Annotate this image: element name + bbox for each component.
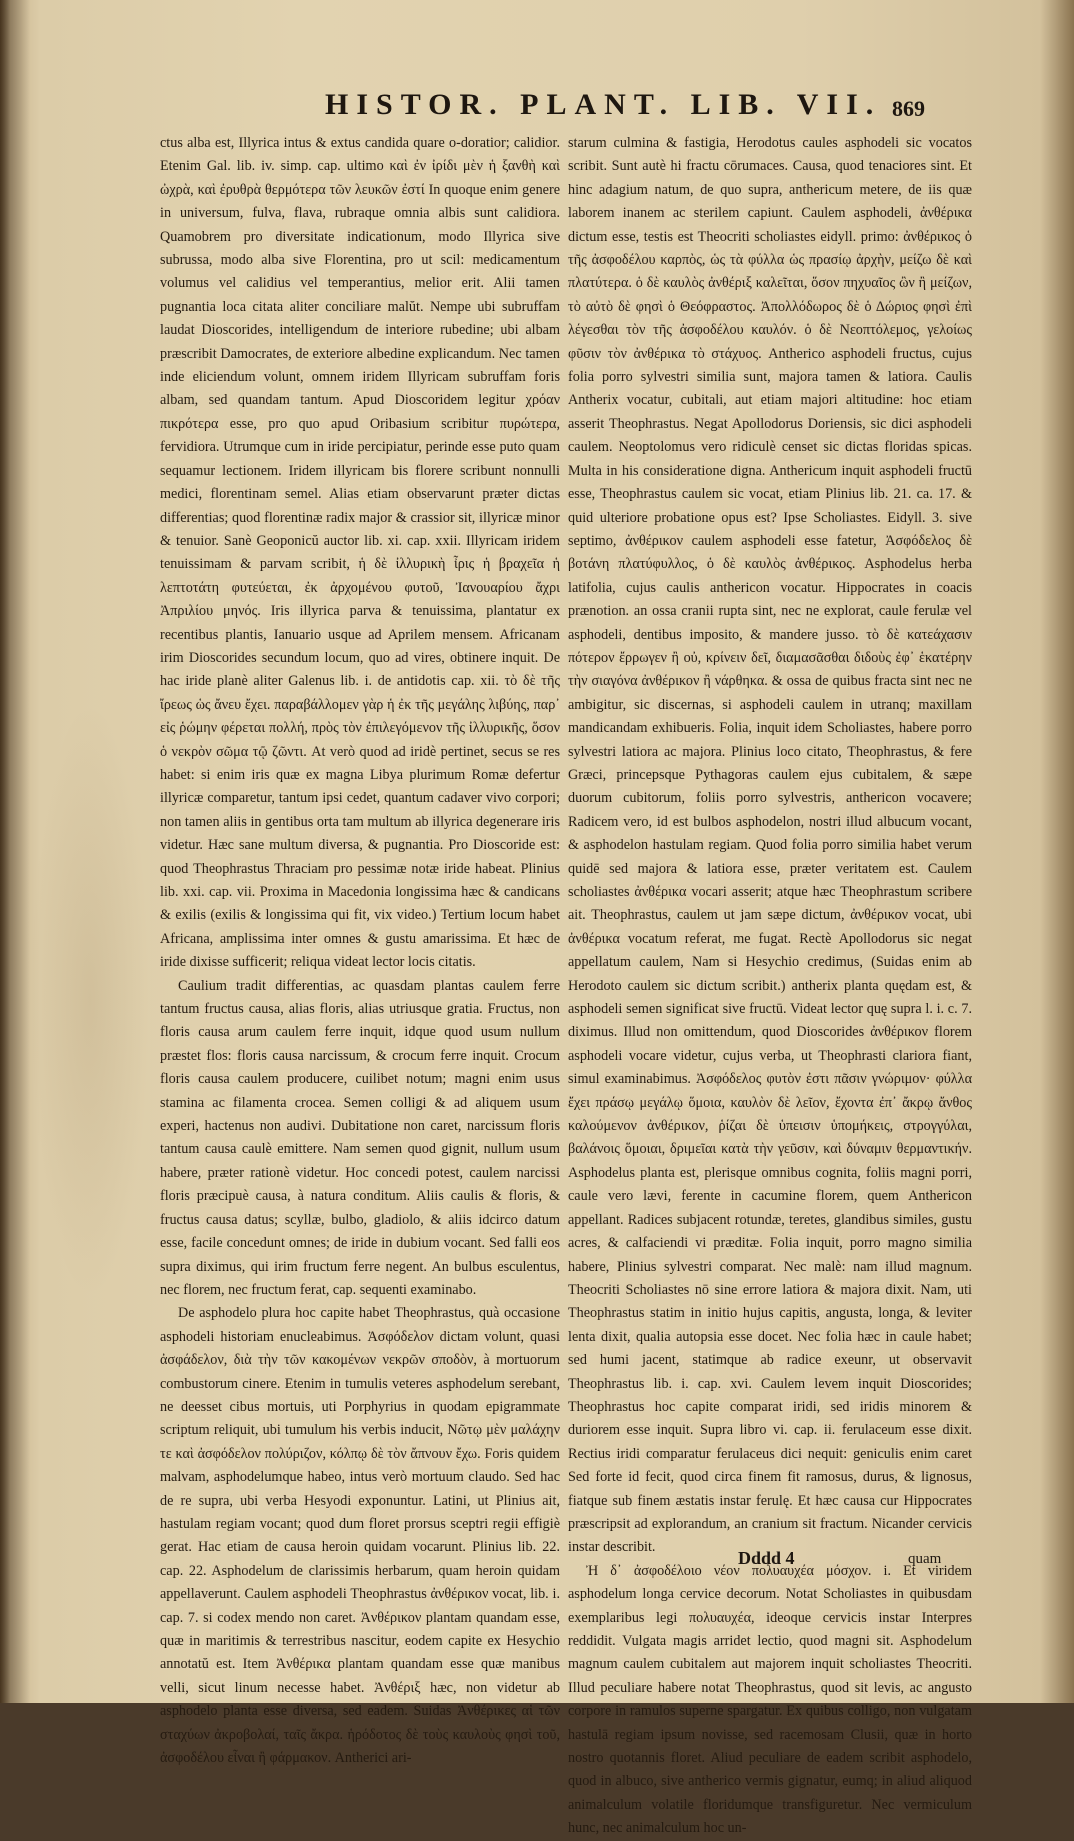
page-number: 869 [892, 96, 925, 121]
paragraph: Caulium tradit differentias, ac quasdam plantas caulem ferre tantum fructus causa, alias floris, alias utriusque gratia. Fructus, non floris causa arum caulem ferre inquit, idque quod usum nullum præstet flos: floris causa narcissum, & crocum ferre inquit. Crocum floris causa caulem producere, cuilibet notum; magni enim usus stamina ac filamenta crocea. Semen colligi & ad aliquem usum experi, hactenus non audivi. Dubitatione non caret, narcissum floris tantum causa caulè emittere. Nam semen quod gignit, nullum usum habere, præter rationè videtur. Hoc concedi potest, caulem narcissi floris præcipuè causa, à natura conditum. Aliis caulis & floris, & fructus causa datus; scyllæ, bulbo, gladiolo, & aliis idcirco datum esse, facile concedunt omnes; de iride in dubium vocant. Sed falli eos supra diximus, qui irim fructum ferre negent. An bulbus esculentus, nec florem, nec fructum ferat, cap. sequenti examinabo. [160, 977, 560, 1298]
left-column [160, 132, 560, 1767]
gutter-shadow [0, 0, 30, 1703]
signature-mark: Dddd 4 [738, 1548, 795, 1568]
paper-stain [30, 700, 150, 1300]
paragraph: De asphodelo plura hoc capite habet Theophrastus, quà occasione asphodeli historiam enucleabimus. Ἀσφόδελον dictam volunt, quasi ἀσφάδελον, διὰ τὴν τῶν κακομένων νεκρῶν σποδὸν, à mortuorum combustorum cinere. Etenim in tumulis veteres asphodelum serebant, ne deesset cibus mortuis, uti Porphyrius in quodam epigrammate scriptum reliquit, ubi tumulum his verbis inducit, Νῶτῳ μὲν μαλάχην τε καὶ ἀσφόδελον πολύριζον, κόλπῳ δὲ τὸν ἄπνουν ἔχω. Foris quidem malvam, asphodelumque habeo, intus verò mortuum claudo. Sed hac de re supra, ubi verba Hesyodi exponuntur. Latini, ut Plinius ait, hastulam regiam vocant; quod dum floret prorsus sceptri regii effigiè gerat. Hac etiam de causa heroin quidam vocarunt. Plinius lib. 22. cap. 22. Asphodelum de clarissimis herbarum, quam heroin quidam appellaverunt. Caulem asphodeli Theophrastus ἀνθέρικον vocat, lib. i. cap. 7. si codex mendo non caret. Ἀνθέρικον plantam quandam esse, quæ in maritimis & terrestribus nascitur, eodem capite ex Hesychio annotatŭ est. Item Ἀνθέρικα plantam quandam esse quæ manibus velli, sicut linum necesse habet. Ἀνθέριξ hæc, non videtur ab asphodelo planta esse diversa, sed eadem. Suidas Ἀνθέρικες αἱ τῶν σταχύων ἀκροβολαί, ταῖς ἄκρα. ἡρόδοτος δὲ τοὺς καυλοὺς φησὶ τοῦ, ἀσφοδέλου εἶναι ἢ φάρμακον. Antherici ari- [160, 1305, 560, 1767]
paragraph: Ἠ δ᾽ ἀσφοδέλοιο νέον πολυαυχέα μόσχον. i. Et viridem asphodelum longa cervice decorum. Notat Scholiastes in quibusdam exemplaribus legi πολυαυχέα, ideoque cervicis instar Interpres reddidit. Vulgata magis arridet lectio, quod magni sit. Asphodelum magnum caulem cubitalem aut majorem inquit scholiastes Theocriti. Illud peculiare habere notat Theophrastus, quod sit levis, ac angusto corpore in ramulos superne spargatur. Ex quibus colligo, non vulgatam hastulā regiam ipsum novisse, sed racemosam Clusii, quæ in horto nostro quotannis floret. Aliud peculiare de eadem scribit asphodelo, quod in albuco, sive antherico vermis gignatur, eumq; in aliud aliquod animalculum volatile floridumque transfiguretur. Nec vermiculum hunc, nec animalculum hoc un- [568, 1562, 972, 1837]
paragraph: starum culmina & fastigia, Herodotus caules asphodeli sic vocatos scribit. Sunt autè hi fractu cōrumaces. Causa, quod tenaciores sint. Et hinc adagium natum, de quo supra, anthericum metere, de iis quæ laborem inanem ac sterilem capiunt. Caulem asphodeli, ἀνθέρικα dictum esse, testis est Theocriti scholiastes eidyll. primo: ἀνθέρικος ὁ τῆς ἀσφοδέλου καρπὸς, ὡς τὰ φύλλα ὡς πρασίῳ ἀρχὴν, μείζω δὲ καὶ πλατύτερα. ὁ δὲ καυλὸς ἀνθέριξ καλεῖται, ὅσον πηχυαῖος ὢν ἢ μείζων, τὸ αὐτὸ δὲ φησὶ ὁ Θεόφραστος. Ἀπολλόδωρος δὲ ὁ Δώριος φησὶ ἐπὶ λέγεσθαι τὸν τῆς ἀσφοδέλου καυλόν. ὁ δὲ Νεοπτόλεμος, γελοίως φῦσιν τὸν ἀνθέρικα τὸ στάχυος. Antherico asphodeli fructus, cujus folia porro sylvestri similia sunt, majora tamen & latiora. Caulis Antherix vocatur, cubitali, aut etiam majori altitudine: hoc etiam asserit Theophrastus. Negat Apollodorus Doriensis, sic dici asphodeli caulem. Neoptolomus vero ridiculè censet sic dictas floridas spicas. Multa in his consideratione digna. Anthericum inquit asphodeli fructū esse, Theophrastus caulem sic vocat, etiam Plinius lib. 21. ca. 17. & quid ulteriore probatione opus est? Ipse Scholiastes. Eidyll. 3. sive septimo, ἀνθέρικον caulem asphodeli esse fatetur, Ἀσφόδελος δὲ βοτάνη πλατύφυλλος, ὁ δὲ καυλὸς ἀνθέρικος. Asphodelus herba latifolia, cujus caulis anthericon vocatur. Hippocrates in coacis prænotion. an ossa cranii rupta sint, nec ne explorat, caule ferulæ vel asphodeli, dentibus imposito, & mandere jusso. τὸ δὲ κατεάχασιν πότερον ἔρρωγεν ἢ οὐ, κρίνειν δεῖ, διαμασᾶσθαι διδοὺς ἐφ᾽ ἑκατέρην τὴν σιαγόνα ἀνθέρικον ἢ νάρθηκα. & ossa de quibus fracta sint nec ne ambigitur, sic discernas, si asphodeli caulem in utranq; maxillam mandicandam exhibueris. Folia, inquit idem Scholiastes, habere porro sylvestri latiora ac majora. Plinius loco citato, Theophrastus, & fere Græci, princepsque Pythagoras caulem ejus cubitalem, & sæpe duorum cubitorum, foliis porro sylvestris, anthericon vocavere; Radicem vero, id est bulbos asphodelon, nostri illud albucum vocant, & asphodelon hastulam regiam. Quod folia porro similia habet verum quidē sed majora & latiora esse, præter veritatem est. Caulem scholiastes ἀνθέρικα vocari asserit; atque hæc Theophrastum scribere ait. Theophrastus, caulem ut jam sæpe dictum, ἀνθέρικον vocat, ubi ἀνθέρικα vocatum referat, me fugat. Rectè Apollodorus sic negat appellatum caulem, Nam si Hesychio credimus, (Suidas enim ab Herodoto caulem sic dictum scribit.) antherix planta quędam est, & asphodeli semen significat sive fructū. Videat lector quę supra l. i. c. 7. diximus. Illud non omittendum, quod Dioscorides ἀνθέρικον florem asphodeli vocare videtur, cujus verba, ut Theophrasti clariora fiant, simul examinabimus. Ἀσφόδελος φυτὸν ἐστι πᾶσιν γνώριμον· φύλλα ἔχει πράσῳ μεγάλῳ ὅμοια, καυλὸν δὲ λεῖον, ἔχοντα ἐπ᾽ ἄκρῳ ἄνθος καλούμενον ἀνθέρικον, ῥίζαι δὲ ὑπεισιν ὑπομήκεις, στρογγύλαι, βαλάνοις ὅμοιαι, δριμεῖαι κατὰ τὴν γεῦσιν, καὶ δύναμιν θερμαντικήν. Asphodelus planta est, plerisque omnibus cognita, foliis magni porri, caule vero lævi, ferente in cacumine florem, quem Anthericon appellant. Radices subjacent rotundæ, teretes, glandibus similes, gustu acres, & calfaciendi vi præditæ. Folia inquit, porro magno similia habere, Plinius sylvestri comparat. Nec malè: nam illud magnum. Theocriti Scholiastes nō sine errore latiora & majora dixit. Nam, uti Theophrastus statim in initio hujus capitis, angusta, longa, & leviter lenta dixit, qualia autopsia esse docet. Nec folia hæc in caule habet; sed humi jacent, statimque ab radice exeunr, ut observavit Theophrastus lib. i. cap. xvi. Caulem levem inquit Dioscorides; Theophrastus hoc capite comparat iridi, sed iridis minorem & duriorem esse inquit. Supra libro vi. cap. ii. ferulaceum esse dixit. Rectius iridi comparatur ferulaceus dici nequit: geniculis enim caret Sed forte id fecit, quod circa finem fit ramosus, durus, & lignosus, fiatque sub finem æstatis instar ferulę. Et hæc causa cur Hippocrates præscripsit ad explorandum, an cranium sit fractum. Nicander cervicis instar describit. [568, 135, 972, 1556]
paragraph: ctus alba est, Illyrica intus & extus candida quare o-doratior; calidior. Etenim Gal. lib. iv. simp. cap. ultimo καὶ ἐν ἰρίδι μὲν ἡ ξανθὴ καὶ ὠχρὰ, καὶ ἐρυθρὰ θερμότερα τῶν λευκῶν ἐστί In quoque enim genere in universum, fulva, flava, rubraque omnia albis sunt calidiora. Quamobrem pro diversitate indicationum, modo Illyrica sive subrussa, modo alba sive Florentina, pro ut scil: medicamentum volumus vel calidius vel temperantius, melior erit. Alii tamen pugnantia loca citata aliter conciliare malŭt. Nempe ubi subruffam laudat Dioscorides, intelligendum de interiore rubedine; ubi albam præscribit Damocrates, de exteriore albedine explicandum. Nec tamen inde eliciendum volunt, omnem iridem Illyricam subruffam foris albam, sed quandam tantum. Apud Dioscoridem legitur χρόαν πικρότερα esse, pro quo apud Oribasium scribitur πυρώτερα, fervidiora. Utrumque cum in iride percipiatur, perinde esse puto quam sequamur lectionem. Iridem illyricam bis florere scribunt nonnulli medici, florentinam semel. Alias etiam observarunt præter dictas differentias; quod florentinæ radix major & crassior sit, illyricæ minor & tenuior. Sanè Geoponicŭ auctor lib. xi. cap. xxii. Illyricam iridem tenuissimam & parvam scribit, ἡ δὲ ἰλλυρικὴ ἶρις ἡ βραχεῖα ἡ λεπτοτάτη φυτεύεται, ἐκ ἀρχομένου φυτοῦ, Ἰανουαρίου ἄχρι Ἀπριλίου μηνός. Iris illyrica parva & tenuissima, plantatur ex recentibus plantis, Ianuario usque ad Aprilem mensem. Africanam irim Dioscorides secundum locum, quo ad vires, obtinere inquit. De hac iride planè aliter Galenus lib. i. de antidotis cap. xii. τὸ δὲ τῆς ἴρεως ὡς ἄνευ ἔχει. παραβάλλομεν γὰρ ἡ ἐκ τῆς μεγάλης λιβύης, παρ᾽ εἰς ῥώμην φέρεται πολλή, πρὸς τὸν ἐπιλεγόμενον τῆς ἰλλυρικῆς, ὅσον ὁ νεκρὸν σῶμα τῷ ζῶντι. At verò quod ad iridè pertinet, secus se res habet: si enim iris quæ ex magna Libya plurimum Romæ defertur illyricæ comparetur, tantum ipsi cedet, quantum cadaver vivo corpori; non tamen aliis in gentibus orta tam multum ab illyrica degenerare iris videtur. Hæc sane multum diversa, & pugnantia. Pro Dioscoride est: quod Theophrastus Thraciam pro pessimæ notæ iride habeat. Plinius lib. xxi. cap. vii. Proxima in Macedonia longissima hæc & candicans & exilis (exilis & longissima qui fit, vix video.) Tertium locum habet Africana, amplissima inter omnes & gustu amarissima. Et hæc de iride dixisse sufficerit; reliqua videat lector locis citatis. [160, 135, 560, 971]
catchword: quam [908, 1551, 942, 1567]
running-title: HISTOR. PLANT. LIB. VII. [325, 88, 882, 121]
